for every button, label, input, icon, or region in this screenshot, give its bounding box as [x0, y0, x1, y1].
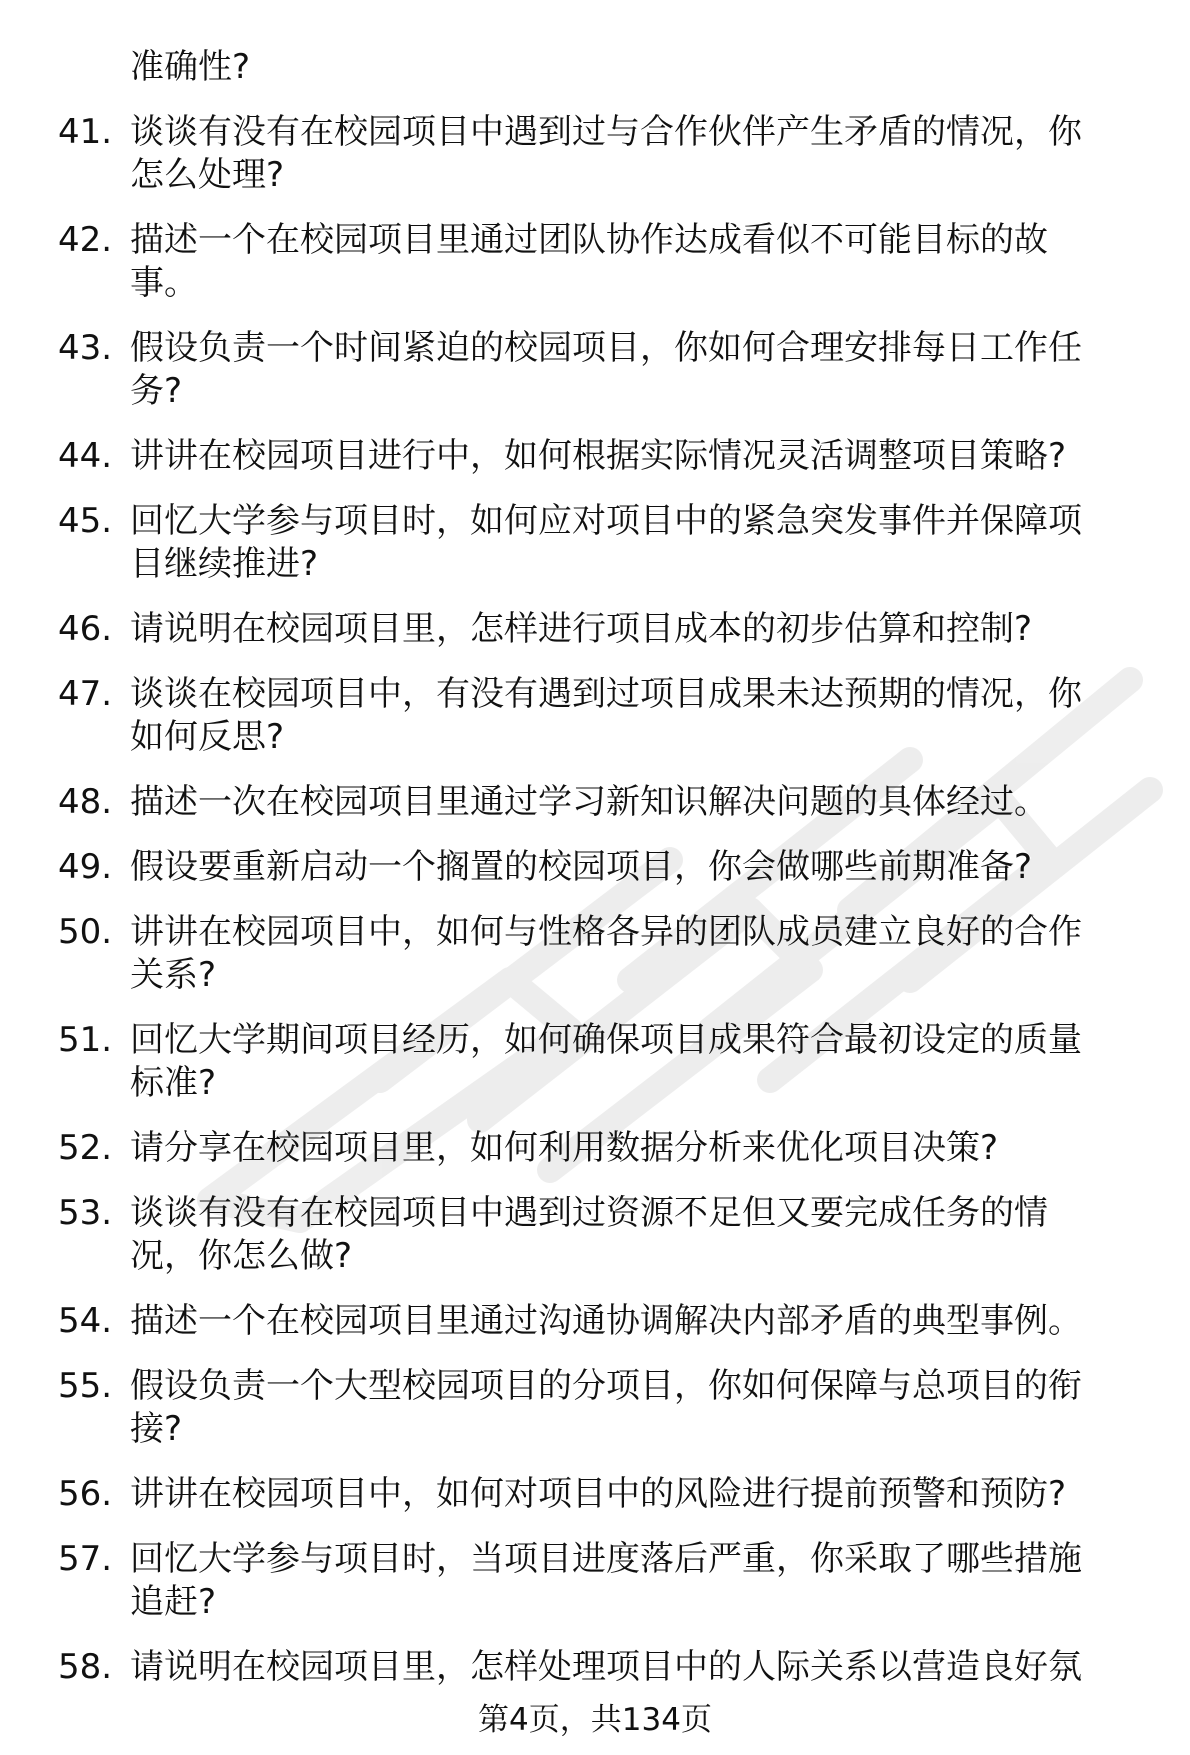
list-item [58, 1127, 1158, 1170]
item-number: 55. [58, 1366, 113, 1406]
page-footer: 第4页，共134页 [478, 1702, 712, 1738]
item-text: 假设要重新启动一个搁置的校园项目，你会做哪些前期准备? [130, 847, 1033, 887]
item-number: 46. [58, 609, 113, 649]
item-text: 请说明在校园项目里，怎样进行项目成本的初步估算和控制? [130, 609, 1033, 649]
item-text-cont: 追赶? [130, 1582, 217, 1622]
list-item [58, 111, 1158, 197]
list-item [58, 327, 1158, 413]
item-number: 51. [58, 1020, 113, 1060]
item-number: 58. [58, 1647, 113, 1687]
item-text-cont: 如何反思? [130, 717, 285, 757]
item-text: 请说明在校园项目里，怎样处理项目中的人际关系以营造良好氛 [130, 1647, 1082, 1687]
item-text: 谈谈有没有在校园项目中遇到过与合作伙伴产生矛盾的情况，你 [130, 112, 1082, 152]
item-text: 假设负责一个时间紧迫的校园项目，你如何合理安排每日工作任 [130, 328, 1082, 368]
list-item [58, 1646, 1158, 1689]
list-item [58, 846, 1158, 889]
item-text: 描述一次在校园项目里通过学习新知识解决问题的具体经过。 [130, 782, 1048, 822]
continuation-text: 准确性? [130, 47, 251, 87]
item-text: 描述一个在校园项目里通过团队协作达成看似不可能目标的故 [130, 220, 1048, 260]
item-number: 52. [58, 1128, 113, 1168]
list-item [58, 673, 1158, 759]
item-number: 49. [58, 847, 113, 887]
list-item [58, 435, 1158, 478]
item-number: 47. [58, 674, 113, 714]
item-text: 描述一个在校园项目里通过沟通协调解决内部矛盾的典型事例。 [130, 1301, 1082, 1341]
item-text-cont: 况，你怎么做? [130, 1236, 353, 1276]
item-text-cont: 务? [130, 371, 183, 411]
item-text: 回忆大学期间项目经历，如何确保项目成果符合最初设定的质量 [130, 1020, 1082, 1060]
list-item [58, 1473, 1158, 1516]
item-text: 假设负责一个大型校园项目的分项目，你如何保障与总项目的衔 [130, 1366, 1082, 1406]
list-item [58, 1365, 1158, 1451]
question-list [58, 46, 1158, 1689]
list-item [58, 1300, 1158, 1343]
item-text-cont: 目继续推进? [130, 544, 319, 584]
item-text: 讲讲在校园项目中，如何对项目中的风险进行提前预警和预防? [130, 1474, 1067, 1514]
item-number: 44. [58, 436, 113, 476]
item-text-cont: 事。 [130, 263, 198, 303]
item-number: 45. [58, 501, 113, 541]
item-text-cont: 标准? [130, 1063, 217, 1103]
item-text: 讲讲在校园项目中，如何与性格各异的团队成员建立良好的合作 [130, 912, 1082, 952]
list-item [58, 608, 1158, 651]
item-text: 谈谈在校园项目中，有没有遇到过项目成果未达预期的情况，你 [130, 674, 1082, 714]
item-text: 回忆大学参与项目时，当项目进度落后严重，你采取了哪些措施 [130, 1539, 1082, 1579]
list-item [58, 911, 1158, 997]
item-text-cont: 关系? [130, 955, 217, 995]
item-text: 请分享在校园项目里，如何利用数据分析来优化项目决策? [130, 1128, 999, 1168]
item-text-cont: 接? [130, 1409, 183, 1449]
list-item [58, 781, 1158, 824]
item-number: 43. [58, 328, 113, 368]
item-number: 50. [58, 912, 113, 952]
list-item [58, 1192, 1158, 1278]
item-number: 57. [58, 1539, 113, 1579]
item-text-cont: 怎么处理? [130, 155, 285, 195]
list-item [58, 1019, 1158, 1105]
list-item [58, 219, 1158, 305]
item-text: 讲讲在校园项目进行中，如何根据实际情况灵活调整项目策略? [130, 436, 1067, 476]
item-number: 54. [58, 1301, 113, 1341]
item-text: 谈谈有没有在校园项目中遇到过资源不足但又要完成任务的情 [130, 1193, 1048, 1233]
item-number: 48. [58, 782, 113, 822]
item-number: 56. [58, 1474, 113, 1514]
continuation-line [58, 46, 1190, 89]
item-number: 53. [58, 1193, 113, 1233]
list-item [58, 1538, 1158, 1624]
item-number: 42. [58, 220, 113, 260]
item-text: 回忆大学参与项目时，如何应对项目中的紧急突发事件并保障项 [130, 501, 1082, 541]
list-item [58, 500, 1158, 586]
item-number: 41. [58, 112, 113, 152]
